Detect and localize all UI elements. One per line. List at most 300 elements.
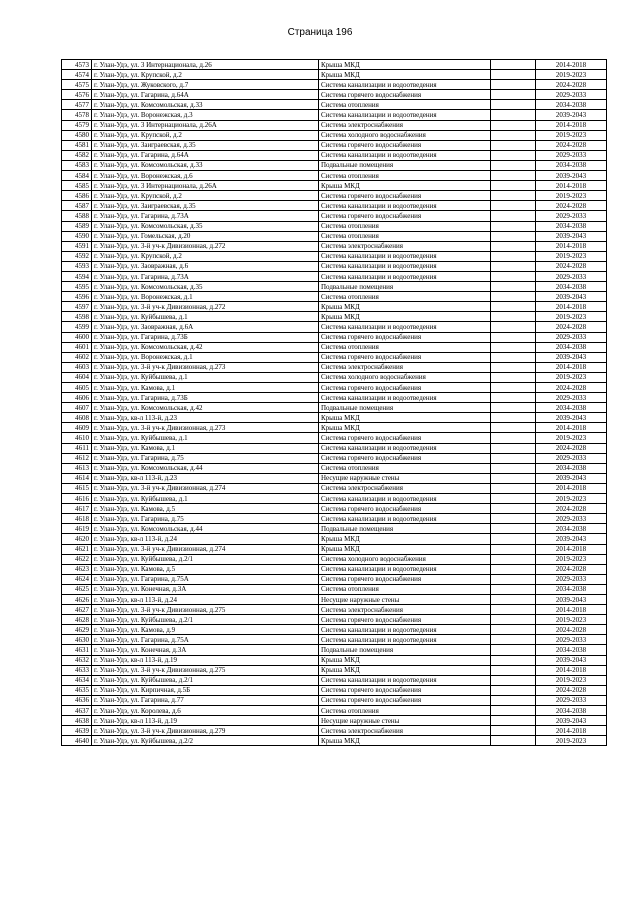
table-row [62, 140, 607, 150]
work-type-cell: Система отопления [319, 706, 491, 716]
work-type-cell: Система канализации и водоотведения [319, 494, 491, 504]
address-cell: г. Улан-Удэ, кв-л 113-й, д.19 [92, 716, 319, 726]
row-number-cell: 4606 [62, 393, 92, 403]
table-row [62, 554, 607, 564]
address-cell: г. Улан-Удэ, ул. Заиграевская, д.35 [92, 201, 319, 211]
empty-cell [491, 605, 536, 615]
table-row [62, 90, 607, 100]
empty-cell [491, 372, 536, 382]
table-row [62, 605, 607, 615]
table-row [62, 544, 607, 554]
empty-cell [491, 282, 536, 292]
empty-cell [491, 564, 536, 574]
period-cell: 2014-2018 [536, 362, 607, 372]
address-cell: г. Улан-Удэ, ул. Гагарина, д.73Б [92, 393, 319, 403]
table-row [62, 443, 607, 453]
row-number-cell: 4597 [62, 302, 92, 312]
empty-cell [491, 473, 536, 483]
period-cell: 2034-2038 [536, 221, 607, 231]
table-row [62, 716, 607, 726]
period-cell: 2019-2023 [536, 130, 607, 140]
period-cell: 2039-2043 [536, 231, 607, 241]
row-number-cell: 4609 [62, 423, 92, 433]
period-cell: 2034-2038 [536, 645, 607, 655]
row-number-cell: 4582 [62, 150, 92, 160]
work-type-cell: Крыша МКД [319, 302, 491, 312]
period-cell: 2019-2023 [536, 615, 607, 625]
table-row [62, 695, 607, 705]
work-type-cell: Система электроснабжения [319, 726, 491, 736]
empty-cell [491, 80, 536, 90]
work-type-cell: Крыша МКД [319, 534, 491, 544]
empty-cell [491, 736, 536, 746]
row-number-cell: 4615 [62, 483, 92, 493]
work-type-cell: Система горячего водоснабжения [319, 695, 491, 705]
row-number-cell: 4578 [62, 110, 92, 120]
row-number-cell: 4603 [62, 362, 92, 372]
address-cell: г. Улан-Удэ, ул. Комсомольская, д.44 [92, 524, 319, 534]
address-cell: г. Улан-Удэ, ул. Кирпичная, д.5Б [92, 685, 319, 695]
empty-cell [491, 292, 536, 302]
empty-cell [491, 362, 536, 372]
empty-cell [491, 251, 536, 261]
row-number-cell: 4635 [62, 685, 92, 695]
row-number-cell: 4631 [62, 645, 92, 655]
row-number-cell: 4621 [62, 544, 92, 554]
table-row [62, 160, 607, 170]
work-type-cell: Несущие наружные стены [319, 594, 491, 604]
work-type-cell: Подвальные помещения [319, 645, 491, 655]
work-type-cell: Система электроснабжения [319, 241, 491, 251]
work-type-cell: Система отопления [319, 171, 491, 181]
period-cell: 2024-2028 [536, 322, 607, 332]
row-number-cell: 4636 [62, 695, 92, 705]
empty-cell [491, 504, 536, 514]
period-cell: 2019-2023 [536, 312, 607, 322]
work-type-cell: Крыша МКД [319, 655, 491, 665]
empty-cell [491, 423, 536, 433]
work-type-cell: Система отопления [319, 342, 491, 352]
table-row [62, 150, 607, 160]
period-cell: 2039-2043 [536, 413, 607, 423]
table-row [62, 171, 607, 181]
empty-cell [491, 100, 536, 110]
row-number-cell: 4586 [62, 191, 92, 201]
address-cell: г. Улан-Удэ, ул. Камова, д.5 [92, 504, 319, 514]
period-cell: 2029-2033 [536, 514, 607, 524]
empty-cell [491, 261, 536, 271]
row-number-cell: 4596 [62, 292, 92, 302]
empty-cell [491, 655, 536, 665]
empty-cell [491, 645, 536, 655]
period-cell: 2029-2033 [536, 635, 607, 645]
row-number-cell: 4613 [62, 463, 92, 473]
row-number-cell: 4633 [62, 665, 92, 675]
empty-cell [491, 383, 536, 393]
period-cell: 2034-2038 [536, 160, 607, 170]
row-number-cell: 4583 [62, 160, 92, 170]
work-type-cell: Система канализации и водоотведения [319, 201, 491, 211]
period-cell: 2024-2028 [536, 443, 607, 453]
row-number-cell: 4640 [62, 736, 92, 746]
period-cell: 2019-2023 [536, 736, 607, 746]
work-type-cell: Система канализации и водоотведения [319, 322, 491, 332]
table-row [62, 736, 607, 746]
table-row [62, 221, 607, 231]
row-number-cell: 4573 [62, 60, 92, 70]
empty-cell [491, 615, 536, 625]
row-number-cell: 4594 [62, 271, 92, 281]
empty-cell [491, 181, 536, 191]
table-row [62, 383, 607, 393]
row-number-cell: 4626 [62, 594, 92, 604]
empty-cell [491, 594, 536, 604]
row-number-cell: 4574 [62, 70, 92, 80]
work-type-cell: Система горячего водоснабжения [319, 574, 491, 584]
empty-cell [491, 231, 536, 241]
table-row [62, 403, 607, 413]
empty-cell [491, 695, 536, 705]
table-row [62, 463, 607, 473]
empty-cell [491, 201, 536, 211]
table-row [62, 504, 607, 514]
table-row [62, 524, 607, 534]
table-row [62, 130, 607, 140]
address-cell: г. Улан-Удэ, кв-л 113-й, д.24 [92, 594, 319, 604]
period-cell: 2034-2038 [536, 342, 607, 352]
period-cell: 2039-2043 [536, 171, 607, 181]
empty-cell [491, 191, 536, 201]
address-cell: г. Улан-Удэ, ул. Куйбышева, д.2/1 [92, 554, 319, 564]
work-type-cell: Крыша МКД [319, 544, 491, 554]
work-type-cell: Система отопления [319, 463, 491, 473]
work-type-cell: Система отопления [319, 584, 491, 594]
work-type-cell: Подвальные помещения [319, 282, 491, 292]
address-cell: г. Улан-Удэ, ул. Комсомольская, д.35 [92, 221, 319, 231]
row-number-cell: 4601 [62, 342, 92, 352]
address-cell: г. Улан-Удэ, ул. Крупской, д.2 [92, 191, 319, 201]
period-cell: 2029-2033 [536, 211, 607, 221]
period-cell: 2014-2018 [536, 605, 607, 615]
period-cell: 2039-2043 [536, 110, 607, 120]
row-number-cell: 4598 [62, 312, 92, 322]
work-type-cell: Система горячего водоснабжения [319, 383, 491, 393]
period-cell: 2039-2043 [536, 655, 607, 665]
table-row [62, 282, 607, 292]
table-row [62, 615, 607, 625]
work-type-cell: Система канализации и водоотведения [319, 261, 491, 271]
table-row [62, 483, 607, 493]
table-row [62, 706, 607, 716]
period-cell: 2024-2028 [536, 685, 607, 695]
row-number-cell: 4589 [62, 221, 92, 231]
row-number-cell: 4595 [62, 282, 92, 292]
empty-cell [491, 140, 536, 150]
row-number-cell: 4638 [62, 716, 92, 726]
period-cell: 2014-2018 [536, 423, 607, 433]
register-table-body [62, 60, 607, 746]
empty-cell [491, 271, 536, 281]
work-type-cell: Система горячего водоснабжения [319, 332, 491, 342]
period-cell: 2024-2028 [536, 383, 607, 393]
row-number-cell: 4608 [62, 413, 92, 423]
empty-cell [491, 150, 536, 160]
table-row [62, 433, 607, 443]
address-cell: г. Улан-Удэ, ул. 3-й уч-к Дивизионная, д.274 [92, 544, 319, 554]
address-cell: г. Улан-Удэ, ул. Камова, д.1 [92, 443, 319, 453]
empty-cell [491, 241, 536, 251]
empty-cell [491, 130, 536, 140]
period-cell: 2019-2023 [536, 191, 607, 201]
address-cell: г. Улан-Удэ, ул. Гагарина, д.73А [92, 271, 319, 281]
address-cell: г. Улан-Удэ, ул. Куйбышева, д.2/1 [92, 675, 319, 685]
table-row [62, 645, 607, 655]
table-row [62, 100, 607, 110]
empty-cell [491, 393, 536, 403]
period-cell: 2024-2028 [536, 504, 607, 514]
address-cell: г. Улан-Удэ, ул. Куйбышева, д.2/2 [92, 736, 319, 746]
period-cell: 2039-2043 [536, 473, 607, 483]
row-number-cell: 4624 [62, 574, 92, 584]
period-cell: 2019-2023 [536, 494, 607, 504]
row-number-cell: 4588 [62, 211, 92, 221]
address-cell: г. Улан-Удэ, ул. Воронежская, д.6 [92, 171, 319, 181]
table-row [62, 372, 607, 382]
row-number-cell: 4619 [62, 524, 92, 534]
row-number-cell: 4637 [62, 706, 92, 716]
address-cell: г. Улан-Удэ, ул. Конечная, д.3А [92, 645, 319, 655]
work-type-cell: Система горячего водоснабжения [319, 433, 491, 443]
table-row [62, 312, 607, 322]
address-cell: г. Улан-Удэ, ул. Гагарина, д.77 [92, 695, 319, 705]
table-row [62, 514, 607, 524]
table-row [62, 393, 607, 403]
period-cell: 2034-2038 [536, 403, 607, 413]
empty-cell [491, 544, 536, 554]
address-cell: г. Улан-Удэ, ул. Куйбышева, д.1 [92, 494, 319, 504]
empty-cell [491, 322, 536, 332]
address-cell: г. Улан-Удэ, кв-л 113-й, д.19 [92, 655, 319, 665]
table-row [62, 685, 607, 695]
work-type-cell: Система горячего водоснабжения [319, 191, 491, 201]
table-row [62, 70, 607, 80]
address-cell: г. Улан-Удэ, ул. Крупской, д.2 [92, 130, 319, 140]
work-type-cell: Система отопления [319, 292, 491, 302]
empty-cell [491, 453, 536, 463]
address-cell: г. Улан-Удэ, ул. 3-й уч-к Дивизионная, д.273 [92, 362, 319, 372]
address-cell: г. Улан-Удэ, ул. 3-й уч-к Дивизионная, д.275 [92, 605, 319, 615]
work-type-cell: Система электроснабжения [319, 605, 491, 615]
period-cell: 2024-2028 [536, 261, 607, 271]
empty-cell [491, 685, 536, 695]
address-cell: г. Улан-Удэ, ул. Воронежская, д.1 [92, 292, 319, 302]
row-number-cell: 4605 [62, 383, 92, 393]
table-row [62, 342, 607, 352]
row-number-cell: 4579 [62, 120, 92, 130]
row-number-cell: 4634 [62, 675, 92, 685]
empty-cell [491, 342, 536, 352]
period-cell: 2029-2033 [536, 90, 607, 100]
empty-cell [491, 302, 536, 312]
address-cell: г. Улан-Удэ, ул. Куйбышева, д.1 [92, 433, 319, 443]
table-row [62, 80, 607, 90]
work-type-cell: Система канализации и водоотведения [319, 393, 491, 403]
period-cell: 2024-2028 [536, 201, 607, 211]
work-type-cell: Крыша МКД [319, 312, 491, 322]
work-type-cell: Система отопления [319, 231, 491, 241]
work-type-cell: Система канализации и водоотведения [319, 564, 491, 574]
row-number-cell: 4577 [62, 100, 92, 110]
address-cell: г. Улан-Удэ, ул. Комсомольская, д.33 [92, 100, 319, 110]
work-type-cell: Система холодного водоснабжения [319, 372, 491, 382]
table-row [62, 635, 607, 645]
period-cell: 2029-2033 [536, 271, 607, 281]
row-number-cell: 4600 [62, 332, 92, 342]
period-cell: 2014-2018 [536, 726, 607, 736]
address-cell: г. Улан-Удэ, ул. Камова, д.1 [92, 383, 319, 393]
work-type-cell: Система электроснабжения [319, 483, 491, 493]
address-cell: г. Улан-Удэ, ул. Заовражная, д.6А [92, 322, 319, 332]
address-cell: г. Улан-Удэ, ул. 3-й уч-к Дивизионная, д.279 [92, 726, 319, 736]
empty-cell [491, 665, 536, 675]
row-number-cell: 4602 [62, 352, 92, 362]
work-type-cell: Система отопления [319, 221, 491, 231]
work-type-cell: Система канализации и водоотведения [319, 625, 491, 635]
work-type-cell: Несущие наружные стены [319, 473, 491, 483]
work-type-cell: Система горячего водоснабжения [319, 504, 491, 514]
row-number-cell: 4617 [62, 504, 92, 514]
address-cell: г. Улан-Удэ, ул. Куйбышева, д.1 [92, 312, 319, 322]
empty-cell [491, 716, 536, 726]
table-row [62, 564, 607, 574]
row-number-cell: 4584 [62, 171, 92, 181]
row-number-cell: 4620 [62, 534, 92, 544]
work-type-cell: Крыша МКД [319, 70, 491, 80]
work-type-cell: Система канализации и водоотведения [319, 675, 491, 685]
address-cell: г. Улан-Удэ, ул. Куйбышева, д.2/1 [92, 615, 319, 625]
work-type-cell: Система отопления [319, 100, 491, 110]
period-cell: 2039-2043 [536, 716, 607, 726]
period-cell: 2014-2018 [536, 483, 607, 493]
work-type-cell: Система горячего водоснабжения [319, 453, 491, 463]
empty-cell [491, 413, 536, 423]
address-cell: г. Улан-Удэ, ул. Конечная, д.3А [92, 584, 319, 594]
period-cell: 2029-2033 [536, 332, 607, 342]
address-cell: г. Улан-Удэ, ул. 3-й уч-к Дивизионная, д.275 [92, 665, 319, 675]
table-row [62, 453, 607, 463]
row-number-cell: 4627 [62, 605, 92, 615]
table-row [62, 201, 607, 211]
address-cell: г. Улан-Удэ, ул. Крупской, д.2 [92, 251, 319, 261]
table-row [62, 120, 607, 130]
table-row [62, 352, 607, 362]
row-number-cell: 4630 [62, 635, 92, 645]
address-cell: г. Улан-Удэ, ул. Заиграевская, д.35 [92, 140, 319, 150]
work-type-cell: Система канализации и водоотведения [319, 514, 491, 524]
empty-cell [491, 524, 536, 534]
period-cell: 2034-2038 [536, 706, 607, 716]
work-type-cell: Система канализации и водоотведения [319, 443, 491, 453]
address-cell: г. Улан-Удэ, ул. Гагарина, д.75 [92, 453, 319, 463]
empty-cell [491, 483, 536, 493]
address-cell: г. Улан-Удэ, ул. Воронежская, д.3 [92, 110, 319, 120]
period-cell: 2029-2033 [536, 150, 607, 160]
period-cell: 2024-2028 [536, 564, 607, 574]
row-number-cell: 4618 [62, 514, 92, 524]
empty-cell [491, 625, 536, 635]
work-type-cell: Система горячего водоснабжения [319, 140, 491, 150]
period-cell: 2034-2038 [536, 282, 607, 292]
address-cell: г. Улан-Удэ, ул. 3 Интернационала, д.26А [92, 181, 319, 191]
work-type-cell: Система горячего водоснабжения [319, 211, 491, 221]
table-row [62, 60, 607, 70]
address-cell: г. Улан-Удэ, ул. 3-й уч-к Дивизионная, д.272 [92, 302, 319, 312]
work-type-cell: Крыша МКД [319, 423, 491, 433]
table-row [62, 726, 607, 736]
table-row [62, 211, 607, 221]
row-number-cell: 4628 [62, 615, 92, 625]
period-cell: 2024-2028 [536, 625, 607, 635]
address-cell: г. Улан-Удэ, ул. Комсомольская, д.44 [92, 463, 319, 473]
table-row [62, 594, 607, 604]
table-row [62, 322, 607, 332]
row-number-cell: 4639 [62, 726, 92, 736]
address-cell: г. Улан-Удэ, ул. Гагарина, д.64А [92, 150, 319, 160]
period-cell: 2029-2033 [536, 574, 607, 584]
empty-cell [491, 160, 536, 170]
work-type-cell: Система горячего водоснабжения [319, 90, 491, 100]
table-row [62, 655, 607, 665]
table-row [62, 181, 607, 191]
empty-cell [491, 443, 536, 453]
work-type-cell: Система канализации и водоотведения [319, 150, 491, 160]
row-number-cell: 4585 [62, 181, 92, 191]
row-number-cell: 4623 [62, 564, 92, 574]
address-cell: г. Улан-Удэ, ул. Комсомольская, д.33 [92, 160, 319, 170]
table-row [62, 362, 607, 372]
work-type-cell: Подвальные помещения [319, 524, 491, 534]
address-cell: г. Улан-Удэ, ул. Комсомольская, д.42 [92, 342, 319, 352]
table-row [62, 494, 607, 504]
period-cell: 2014-2018 [536, 181, 607, 191]
address-cell: г. Улан-Удэ, ул. 3-й уч-к Дивизионная, д.274 [92, 483, 319, 493]
row-number-cell: 4593 [62, 261, 92, 271]
row-number-cell: 4607 [62, 403, 92, 413]
table-row [62, 332, 607, 342]
address-cell: г. Улан-Удэ, ул. Камова, д.5 [92, 564, 319, 574]
period-cell: 2019-2023 [536, 372, 607, 382]
empty-cell [491, 332, 536, 342]
page-title: Страница 196 [287, 27, 353, 38]
row-number-cell: 4591 [62, 241, 92, 251]
work-type-cell: Крыша МКД [319, 736, 491, 746]
period-cell: 2039-2043 [536, 292, 607, 302]
row-number-cell: 4622 [62, 554, 92, 564]
row-number-cell: 4590 [62, 231, 92, 241]
table-row [62, 271, 607, 281]
period-cell: 2014-2018 [536, 60, 607, 70]
period-cell: 2039-2043 [536, 534, 607, 544]
period-cell: 2014-2018 [536, 120, 607, 130]
address-cell: г. Улан-Удэ, ул. Королева, д.6 [92, 706, 319, 716]
period-cell: 2024-2028 [536, 140, 607, 150]
period-cell: 2019-2023 [536, 675, 607, 685]
address-cell: г. Улан-Удэ, ул. Заовражная, д.6 [92, 261, 319, 271]
work-type-cell: Крыша МКД [319, 413, 491, 423]
table-row [62, 241, 607, 251]
work-type-cell: Система холодного водоснабжения [319, 554, 491, 564]
table-row [62, 231, 607, 241]
